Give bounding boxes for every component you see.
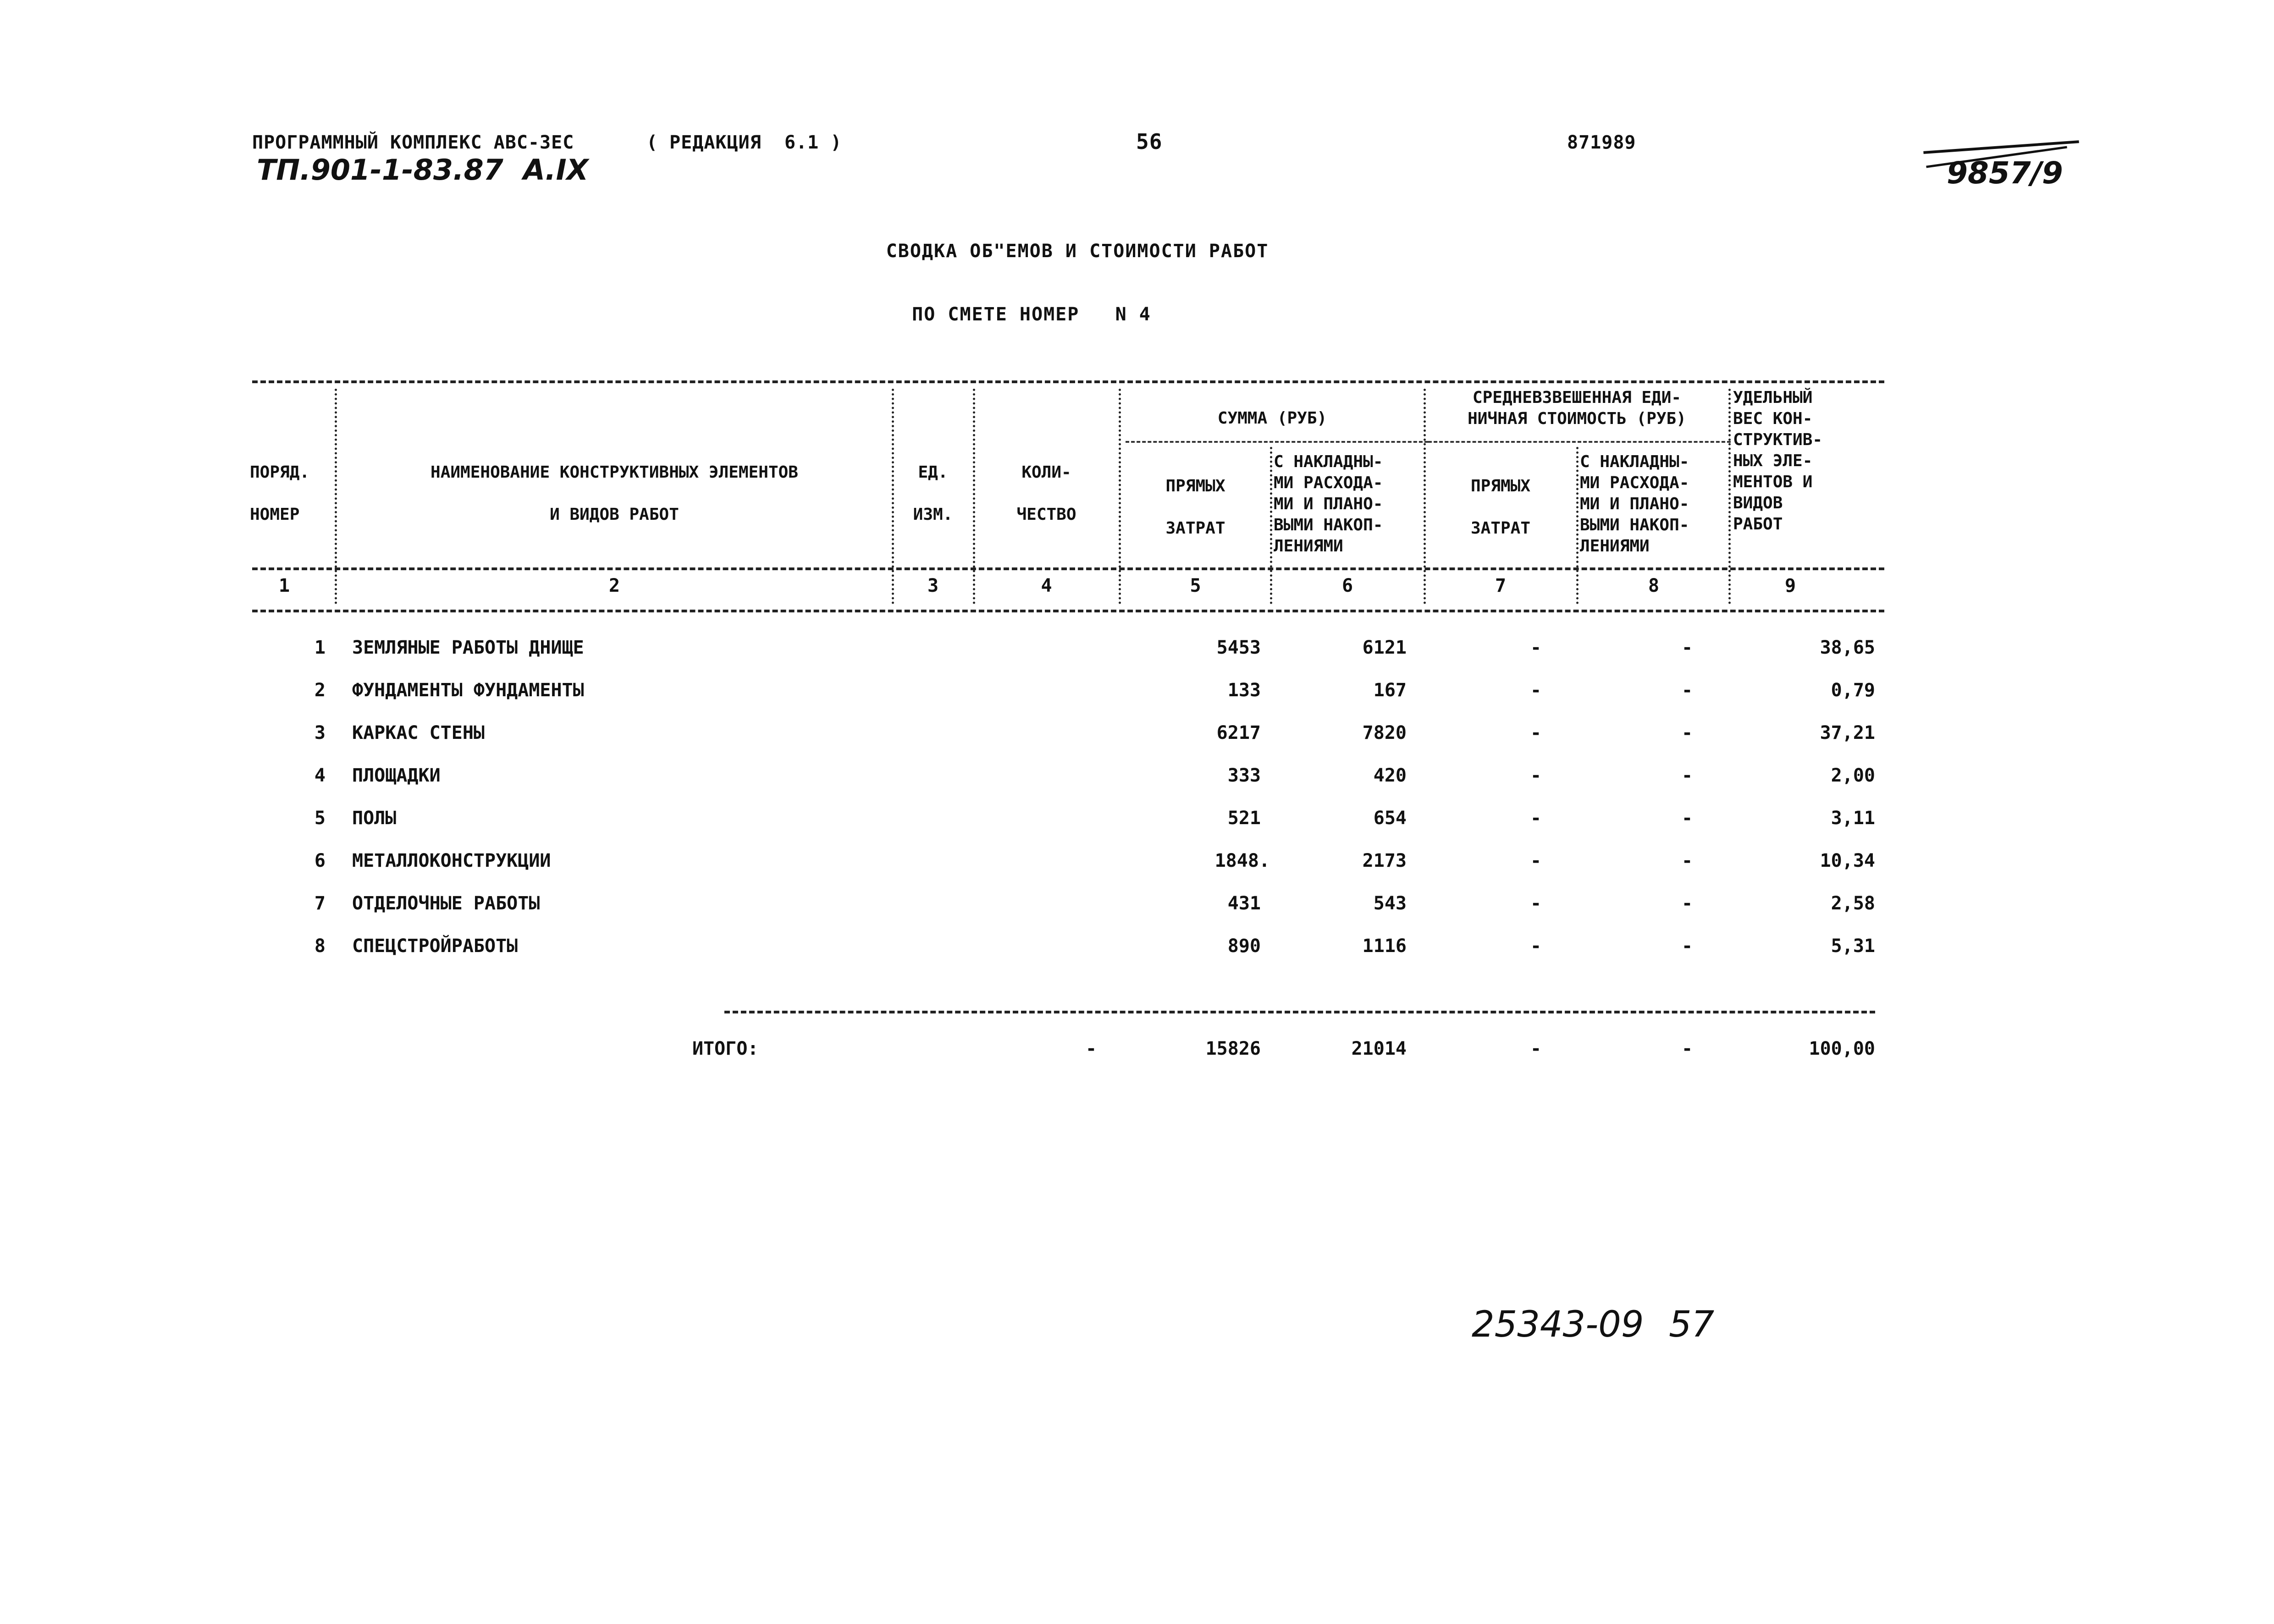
header-avg-direct: ПРЯМЫХ ЗАТРАТ — [1470, 477, 1531, 538]
col-sep — [1119, 389, 1121, 604]
row-element-name: КАРКАС СТЕНЫ — [352, 722, 485, 743]
total-avg-direct: - — [1530, 1038, 1542, 1059]
row-element-name: СПЕЦСТРОЙРАБОТЫ — [352, 936, 518, 957]
row-avg-overhead: - — [1681, 680, 1693, 701]
row-direct-cost: 431 — [1227, 893, 1261, 914]
header-quantity: КОЛИ- ЧЕСТВО — [1016, 463, 1076, 524]
program-name: ПРОГРАММНЫЙ КОМПЛЕКС АВС-3ЕС — [252, 132, 574, 153]
row-overhead-cost: 420 — [1373, 765, 1407, 786]
row-avg-overhead: - — [1681, 722, 1693, 743]
col-sep — [1424, 389, 1426, 604]
header-unit: ЕД. ИЗМ. — [913, 463, 953, 524]
row-direct-cost: 890 — [1227, 936, 1261, 957]
row-share: 38,65 — [1820, 637, 1875, 658]
row-direct-cost: 1848. — [1214, 850, 1270, 871]
col-number: 3 — [927, 575, 939, 596]
row-avg-direct: - — [1530, 936, 1542, 957]
row-order-number: 2 — [314, 680, 326, 701]
row-avg-overhead: - — [1681, 808, 1693, 829]
row-avg-direct: - — [1530, 637, 1542, 658]
row-share: 3,11 — [1831, 808, 1875, 829]
report-title: СВОДКА ОБ"ЕМОВ И СТОИМОСТИ РАБОТ — [886, 241, 1269, 262]
row-avg-overhead: - — [1681, 893, 1693, 914]
row-avg-direct: - — [1530, 680, 1542, 701]
row-share: 2,58 — [1831, 893, 1875, 914]
total-avg-overhead: - — [1681, 1038, 1693, 1059]
handwritten-sheet-number: 57 — [1669, 1304, 1715, 1345]
row-direct-cost: 521 — [1227, 808, 1261, 829]
row-order-number: 4 — [314, 765, 326, 786]
report-subtitle: ПО СМЕТЕ НОМЕР N 4 — [912, 304, 1151, 325]
row-order-number: 6 — [314, 850, 326, 871]
col-number: 5 — [1190, 575, 1201, 596]
row-avg-direct: - — [1530, 765, 1542, 786]
row-order-number: 1 — [314, 637, 326, 658]
row-order-number: 8 — [314, 936, 326, 957]
row-order-number: 7 — [314, 893, 326, 914]
colnum-bottom-rule — [252, 610, 1884, 612]
row-direct-cost: 133 — [1227, 680, 1261, 701]
row-direct-cost: 5453 — [1216, 637, 1261, 658]
row-element-name: ФУНДАМЕНТЫ ФУНДАМЕНТЫ — [352, 680, 584, 701]
header-avg-group: СРЕДНЕВЗВЕШЕННАЯ ЕДИ- НИЧНАЯ СТОИМОСТЬ (РУБ) — [1468, 388, 1686, 428]
row-direct-cost: 6217 — [1216, 722, 1261, 743]
edition-label: ( РЕДАКЦИЯ 6.1 ) — [646, 132, 842, 153]
row-avg-overhead: - — [1681, 765, 1693, 786]
col-sep — [1728, 389, 1731, 604]
header-sum-overhead: С НАКЛАДНЫ- МИ РАСХОДА- МИ И ПЛАНО- ВЫМИ НАКОП- ЛЕНИЯМИ — [1274, 452, 1383, 556]
col-sep — [1576, 447, 1579, 604]
total-overhead-cost: 21014 — [1351, 1038, 1407, 1059]
col-number: 7 — [1495, 575, 1507, 596]
total-rule — [724, 1011, 1875, 1013]
row-avg-overhead: - — [1681, 637, 1693, 658]
row-share: 5,31 — [1831, 936, 1875, 957]
col-number: 4 — [1041, 575, 1052, 596]
table-top-rule — [252, 380, 1884, 383]
row-overhead-cost: 2173 — [1362, 850, 1407, 871]
row-avg-overhead: - — [1681, 850, 1693, 871]
page-number: 56 — [1136, 129, 1163, 154]
avg-group-rule — [1428, 441, 1731, 443]
total-share: 100,00 — [1809, 1038, 1875, 1059]
sum-group-rule — [1126, 441, 1428, 443]
row-overhead-cost: 1116 — [1362, 936, 1407, 957]
col-sep — [973, 389, 975, 604]
row-element-name: ОТДЕЛОЧНЫЕ РАБОТЫ — [352, 893, 540, 914]
total-label: ИТОГО: — [692, 1038, 759, 1059]
row-overhead-cost: 167 — [1373, 680, 1407, 701]
total-quantity: - — [1085, 1038, 1097, 1059]
header-sum-group: СУММА (РУБ) — [1217, 409, 1327, 428]
handwritten-archive-number: 25343-09 — [1472, 1304, 1644, 1345]
row-element-name: ПОЛЫ — [352, 808, 397, 829]
col-sep — [335, 389, 337, 604]
row-order-number: 3 — [314, 722, 326, 743]
col-number: 6 — [1341, 575, 1353, 596]
row-direct-cost: 333 — [1227, 765, 1261, 786]
document-code: 871989 — [1567, 132, 1636, 153]
row-overhead-cost: 543 — [1373, 893, 1407, 914]
col-sep — [1270, 447, 1272, 604]
row-avg-direct: - — [1530, 893, 1542, 914]
header-element-name: НАИМЕНОВАНИЕ КОНСТРУКТИВНЫХ ЭЛЕМЕНТОВ И ВИДОВ РАБОТ — [431, 463, 798, 524]
row-share: 0,79 — [1831, 680, 1875, 701]
row-overhead-cost: 6121 — [1362, 637, 1407, 658]
handwritten-project-code: ТП.901-1-83.87 А.IX — [257, 153, 589, 187]
header-bottom-rule — [252, 567, 1884, 570]
col-number: 8 — [1648, 575, 1660, 596]
col-number: 1 — [278, 575, 290, 596]
row-order-number: 5 — [314, 808, 326, 829]
row-element-name: ЗЕМЛЯНЫЕ РАБОТЫ ДНИЩЕ — [352, 637, 584, 658]
handwritten-inventory-number: 9857/9 — [1946, 155, 2063, 191]
header-avg-overhead: С НАКЛАДНЫ- МИ РАСХОДА- МИ И ПЛАНО- ВЫМИ НАКОП- ЛЕНИЯМИ — [1580, 452, 1689, 556]
row-overhead-cost: 654 — [1373, 808, 1407, 829]
row-element-name: ПЛОЩАДКИ — [352, 765, 441, 786]
row-avg-overhead: - — [1681, 936, 1693, 957]
row-element-name: МЕТАЛЛОКОНСТРУКЦИИ — [352, 850, 551, 871]
row-share: 10,34 — [1820, 850, 1875, 871]
header-order-number: ПОРЯД. НОМЕР — [250, 463, 310, 524]
row-share: 37,21 — [1820, 722, 1875, 743]
row-avg-direct: - — [1530, 808, 1542, 829]
col-number: 2 — [608, 575, 620, 596]
header-sum-direct: ПРЯМЫХ ЗАТРАТ — [1165, 477, 1225, 538]
header-share: УДЕЛЬНЫЙ ВЕС КОН- СТРУКТИВ- НЫХ ЭЛЕ- МЕНТОВ И ВИДОВ РАБОТ — [1733, 388, 1823, 534]
row-share: 2,00 — [1831, 765, 1875, 786]
col-number: 9 — [1784, 575, 1796, 596]
row-overhead-cost: 7820 — [1362, 722, 1407, 743]
row-avg-direct: - — [1530, 850, 1542, 871]
total-direct-cost: 15826 — [1205, 1038, 1261, 1059]
row-avg-direct: - — [1530, 722, 1542, 743]
